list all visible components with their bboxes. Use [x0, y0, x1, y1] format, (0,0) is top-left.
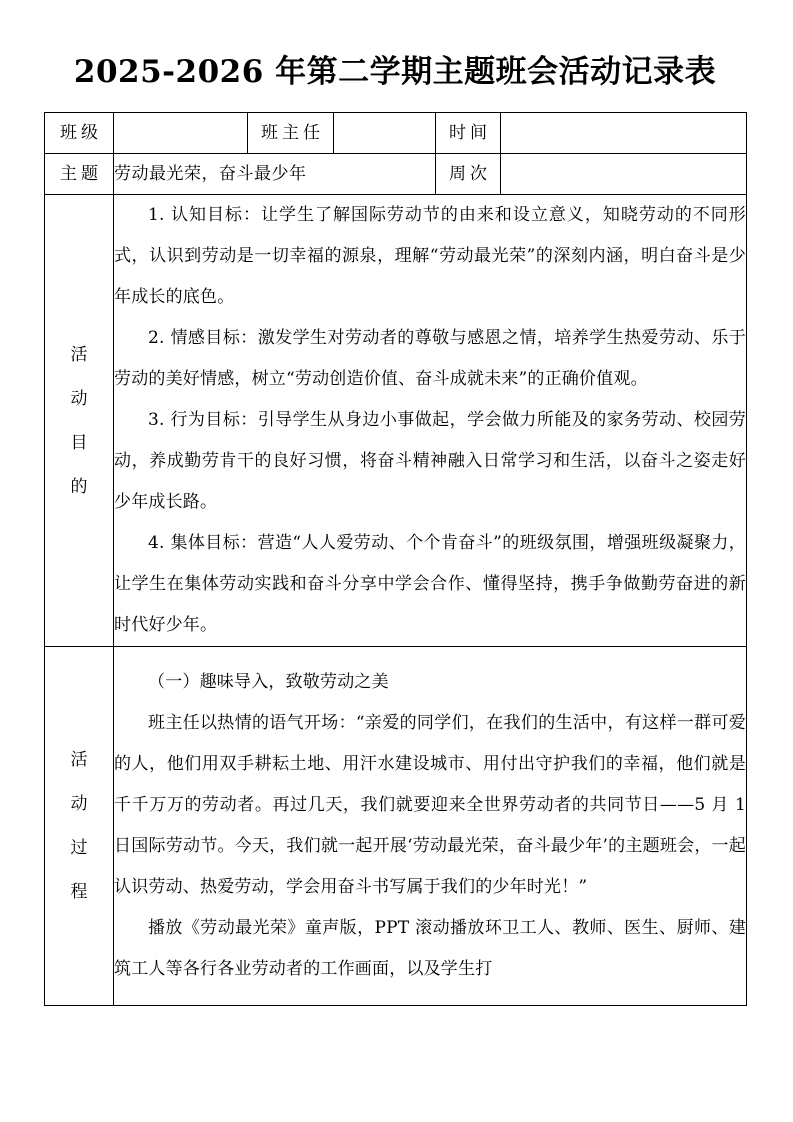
week-value[interactable] [501, 154, 747, 195]
process-label-char-1: 活 [70, 750, 88, 770]
time-value[interactable] [501, 113, 747, 154]
process-section-label [45, 647, 114, 1006]
process-label-char-3: 过 [70, 838, 88, 858]
page-title: 2025-2026 年第二学期主题班会活动记录表 [73, 54, 717, 90]
purpose-label-char-4: 的 [70, 476, 88, 497]
head-teacher-label: 班主任 [248, 113, 334, 154]
purpose-label-char-2: 动 [70, 388, 88, 409]
class-label: 班级 [45, 113, 114, 154]
process-paragraph-2: 班主任以热情的语气开场：“亲爱的同学们，在我们的生活中，有这样一群可爱的人，他们用双手耕耘土地、用汗水建设城市、用付出守护我们的幸福，他们就是千千万万的劳动者。再过几天，我们就要迎来全世界劳动者的共同节日——5 月 1 日国际劳动节。今天，我们就一起开展‘劳动最光荣，奋斗最少年’的主题班会，一起认识劳动、热爱劳动，学会用奋斗书写属于我们的少年时光！” [114, 713, 746, 897]
purpose-section-label [45, 195, 114, 647]
activity-record-table [44, 112, 747, 1006]
topic-value[interactable]: 劳动最光荣，奋斗最少年 [114, 154, 436, 195]
topic-label: 主题 [45, 154, 114, 195]
purpose-paragraph-1: 1. 认知目标：让学生了解国际劳动节的由来和设立意义，知晓劳动的不同形式，认识到劳动是一切幸福的源泉，理解“劳动最光荣”的深刻内涵，明白奋斗是少年成长的底色。 [114, 205, 746, 307]
class-value[interactable] [114, 113, 248, 154]
week-label: 周次 [436, 154, 501, 195]
table-row-purpose [45, 195, 747, 647]
process-section-content[interactable] [114, 647, 747, 1006]
purpose-label-char-1: 活 [70, 344, 88, 365]
table-row-info [45, 113, 747, 154]
purpose-label-char-3: 目 [70, 432, 88, 453]
purpose-paragraph-4: 4. 集体目标：营造“人人爱劳动、个个肯奋斗”的班级氛围，增强班级凝聚力，让学生在集体劳动实践和奋斗分享中学会合作、懂得坚持，携手争做勤劳奋进的新时代好少年。 [114, 533, 746, 635]
purpose-paragraph-2: 2. 情感目标：激发学生对劳动者的尊敬与感恩之情，培养学生热爱劳动、乐于劳动的美好情感，树立“劳动创造价值、奋斗成就未来”的正确价值观。 [114, 328, 746, 389]
head-teacher-value[interactable] [334, 113, 436, 154]
process-label-char-2: 动 [70, 794, 88, 814]
purpose-paragraph-3: 3. 行为目标：引导学生从身边小事做起，学会做力所能及的家务劳动、校园劳动，养成勤劳肯干的良好习惯，将奋斗精神融入日常学习和生活，以奋斗之姿走好少年成长路。 [114, 410, 746, 512]
purpose-section-content[interactable] [114, 195, 747, 647]
process-paragraph-3: 播放《劳动最光荣》童声版，PPT 滚动播放环卫工人、教师、医生、厨师、建筑工人等各行各业劳动者的工作画面，以及学生打 [114, 918, 746, 979]
process-paragraph-1: （一）趣味导入，致敬劳动之美 [148, 672, 389, 692]
time-label: 时间 [436, 113, 501, 154]
process-label-char-4: 程 [70, 882, 88, 902]
table-row-topic [45, 154, 747, 195]
table-row-process [45, 647, 747, 1006]
